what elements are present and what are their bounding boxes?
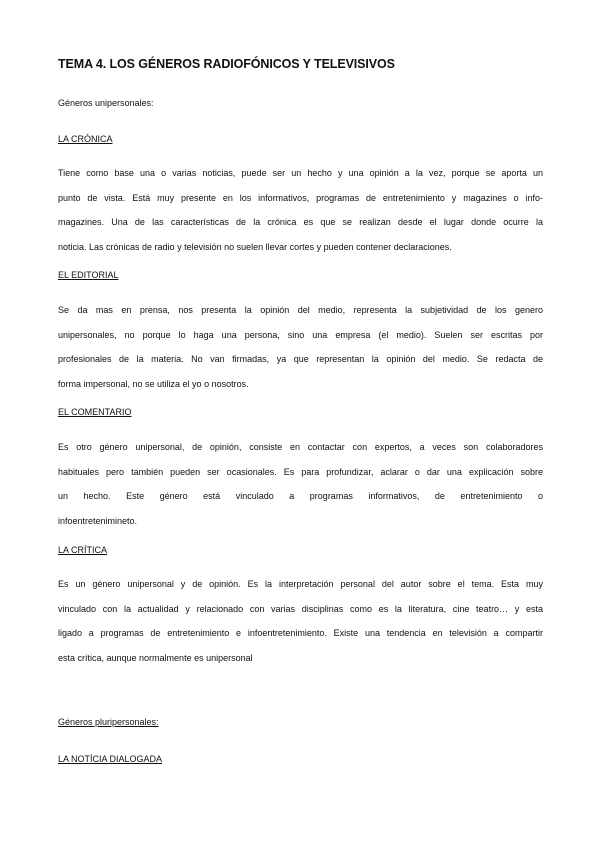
paragraph-line: vinculado con la actualidad y relacionado con varias disciplinas como es la literatura, cine teatro… y esta xyxy=(58,603,543,614)
paragraph-line: forma impersonal, no se utiliza el yo o nosotros. xyxy=(58,378,249,389)
paragraph-line: unipersonales, no porque lo haga una persona, sino una empresa (el medio). Suelen ser escritas por xyxy=(58,329,543,340)
paragraph-line: Es un género unipersonal y de opinión. Es la interpretación personal del autor sobre el tema. Esta muy xyxy=(58,579,543,589)
paragraph-line: noticia. Las crónicas de radio y televisión no suelen llevar cortes y pueden contener declaraciones. xyxy=(58,241,452,252)
paragraph-line: magazines. Una de las características de la crónica es que se realizan desde el lugar donde ocurre la xyxy=(58,217,543,227)
editorial-heading: EL EDITORIAL xyxy=(58,270,119,280)
cronica-paragraph xyxy=(58,161,543,259)
critica-paragraph xyxy=(58,572,543,670)
paragraph-line: Es otro género unipersonal, de opinión, consiste en contactar con expertos, a veces son colaboradores xyxy=(58,442,543,452)
pluripersonal-genres-heading: Géneros pluripersonales: xyxy=(58,717,159,727)
comentario-heading: EL COMENTARIO xyxy=(58,407,132,417)
paragraph-line: Tiene como base una o varias noticias, puede ser un hecho y una opinión a la vez, porque se aporta un xyxy=(58,168,543,178)
paragraph-line: esta crítica, aunque normalmente es unipersonal xyxy=(58,652,253,663)
noticia-dialogada-heading: LA NOTÍCIA DIALOGADA xyxy=(58,754,163,764)
unipersonal-genres-heading: Géneros unipersonales: xyxy=(58,98,154,108)
cronica-heading: LA CRÓNICA xyxy=(58,134,113,144)
critica-heading: LA CRÍTICA xyxy=(58,545,108,555)
document-title: TEMA 4. LOS GÉNEROS RADIOFÓNICOS Y TELEVISIVOS xyxy=(58,57,395,71)
paragraph-line: ligado a programas de entretenimiento e infoentretenimiento. Existe una tendencia en televisión a compartir xyxy=(58,628,543,638)
comentario-paragraph xyxy=(58,435,543,533)
paragraph-line: profesionales de la materia. No van firmadas, ya que representan la opinión del medio. Se redacta de xyxy=(58,354,543,364)
paragraph-line: habituales pero también pueden ser ocasionales. Es para profundizar, aclarar o dar una explicación sobre xyxy=(58,466,543,477)
paragraph-line: infoentretenimineto. xyxy=(58,515,138,526)
paragraph-line: un hecho. Este género está vinculado a programas informativos, de entretenimiento o xyxy=(58,491,543,501)
paragraph-line: Se da mas en prensa, nos presenta la opinión del medio, representa la subjetividad de los genero xyxy=(58,305,543,315)
paragraph-line: punto de vista. Está muy presente en los informativos, programas de entretenimiento y magazines o info- xyxy=(58,192,543,203)
editorial-paragraph xyxy=(58,298,543,396)
